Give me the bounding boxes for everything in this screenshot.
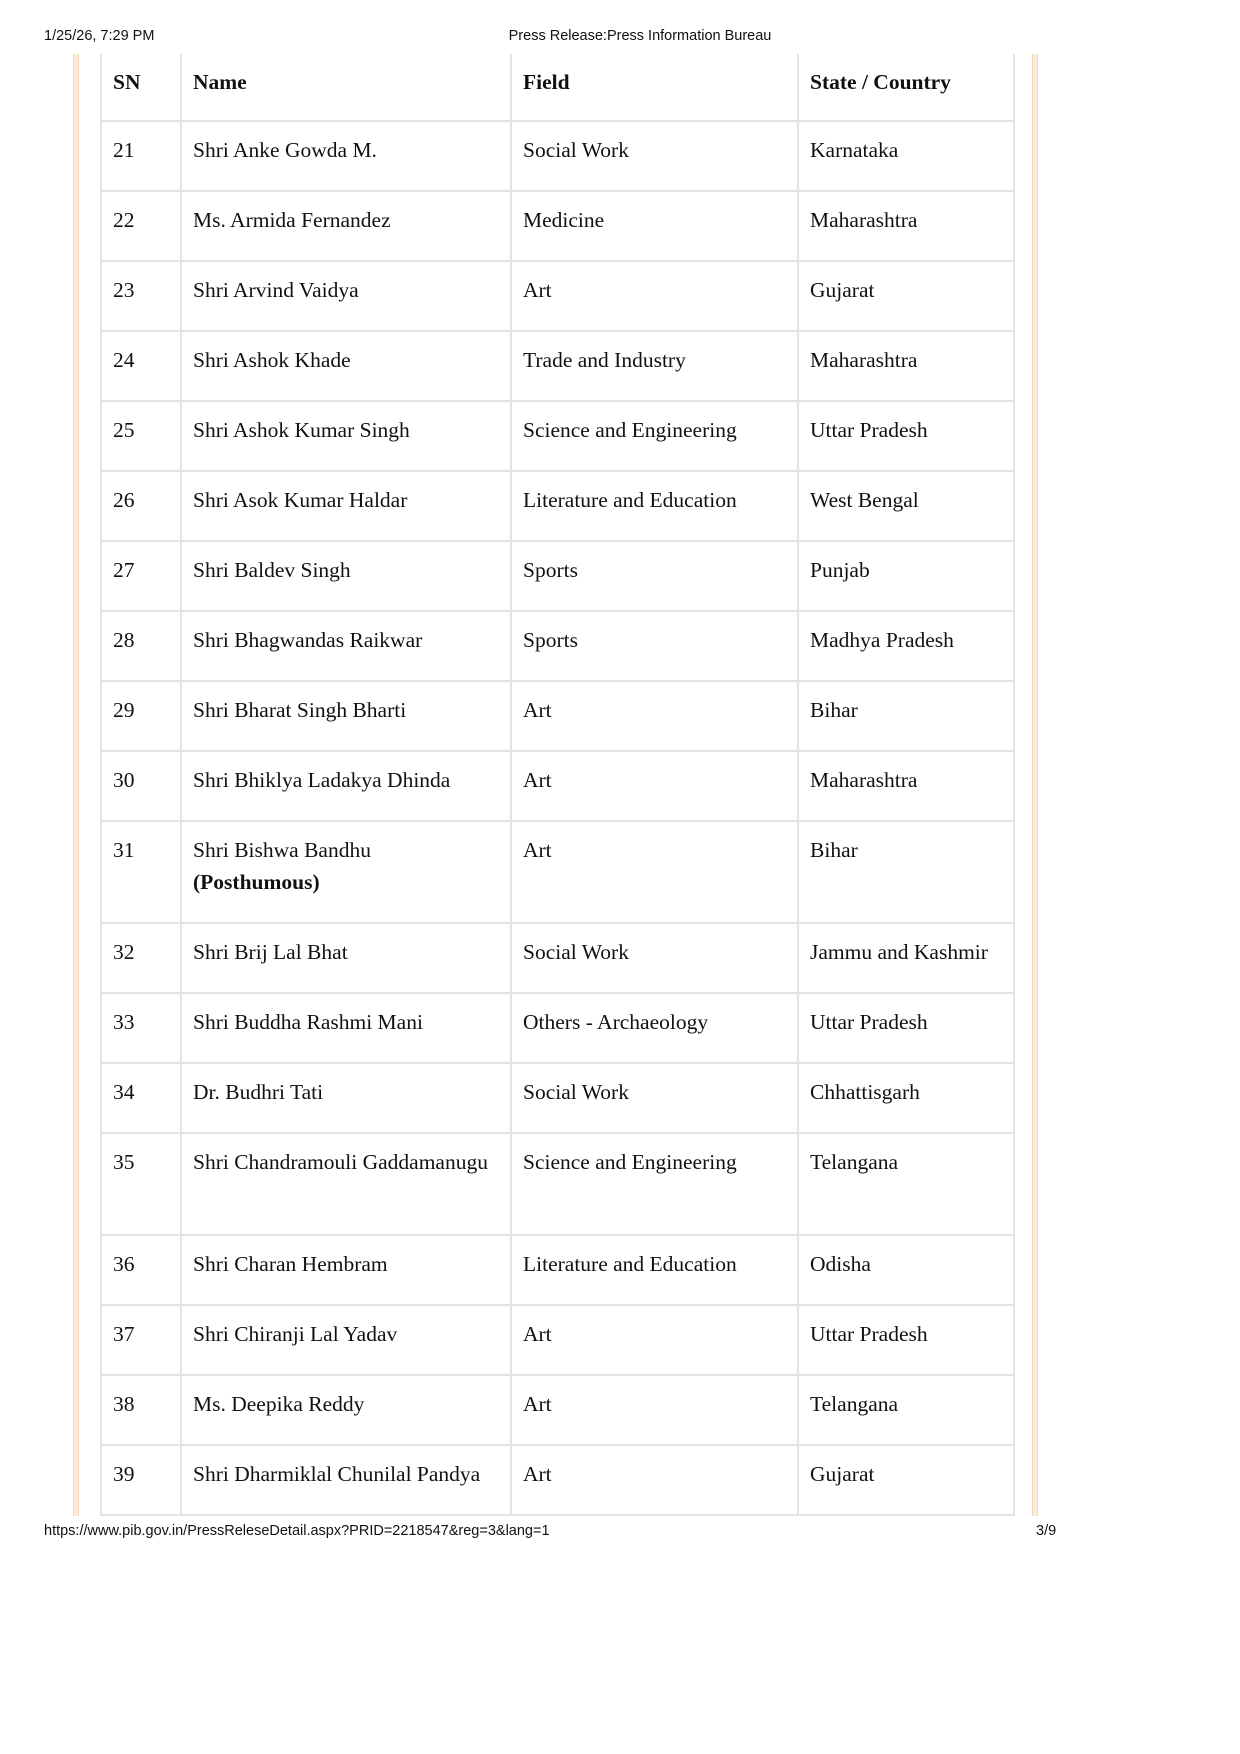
cell-sn-text: 25 bbox=[113, 418, 135, 442]
cell-field bbox=[511, 261, 798, 331]
cell-sn-text: 37 bbox=[113, 1322, 135, 1346]
cell-name bbox=[181, 471, 511, 541]
cell-sn bbox=[101, 261, 181, 331]
cell-name bbox=[181, 1133, 511, 1235]
cell-field-text: Art bbox=[523, 698, 552, 722]
cell-state-text: Jammu and Kashmir bbox=[810, 940, 988, 964]
cell-name bbox=[181, 1235, 511, 1305]
cell-field bbox=[511, 541, 798, 611]
cell-state bbox=[798, 993, 1014, 1063]
cell-sn-text: 21 bbox=[113, 138, 135, 162]
cell-state bbox=[798, 1445, 1014, 1515]
cell-name-text: Shri Dharmiklal Chunilal Pandya bbox=[193, 1462, 481, 1486]
cell-sn bbox=[101, 1133, 181, 1235]
column-header-name: Name bbox=[181, 54, 511, 121]
cell-sn-text: 30 bbox=[113, 768, 135, 792]
cell-name-text: Shri Ashok Kumar Singh bbox=[193, 418, 410, 442]
cell-name bbox=[181, 541, 511, 611]
cell-field bbox=[511, 1305, 798, 1375]
cell-sn-text: 29 bbox=[113, 698, 135, 722]
cell-name-text: Shri Chandramouli Gaddamanugu bbox=[193, 1150, 488, 1174]
cell-name-text: Shri Buddha Rashmi Mani bbox=[193, 1010, 423, 1034]
cell-field bbox=[511, 1375, 798, 1445]
cell-name bbox=[181, 821, 511, 923]
cell-field bbox=[511, 1133, 798, 1235]
column-header-state: State / Country bbox=[798, 54, 1014, 121]
table-row bbox=[101, 1235, 1014, 1305]
cell-field bbox=[511, 1235, 798, 1305]
table-row bbox=[101, 611, 1014, 681]
table-row bbox=[101, 821, 1014, 923]
cell-name bbox=[181, 121, 511, 191]
cell-field bbox=[511, 821, 798, 923]
table-row bbox=[101, 1063, 1014, 1133]
cell-field-text: Art bbox=[523, 1392, 552, 1416]
cell-state bbox=[798, 821, 1014, 923]
cell-state-text: Bihar bbox=[810, 838, 858, 862]
cell-field-text: Others - Archaeology bbox=[523, 1010, 709, 1034]
cell-state-text: Telangana bbox=[810, 1150, 899, 1174]
cell-field-text: Social Work bbox=[523, 1080, 629, 1104]
table-row bbox=[101, 923, 1014, 993]
cell-sn bbox=[101, 1445, 181, 1515]
cell-state bbox=[798, 611, 1014, 681]
cell-state-text: Maharashtra bbox=[810, 768, 918, 792]
cell-sn-text: 34 bbox=[113, 1080, 135, 1104]
table-row bbox=[101, 121, 1014, 191]
cell-sn-text: 35 bbox=[113, 1150, 135, 1174]
cell-sn bbox=[101, 471, 181, 541]
cell-field bbox=[511, 1445, 798, 1515]
cell-name bbox=[181, 1305, 511, 1375]
cell-name-text: Shri Bhiklya Ladakya Dhinda bbox=[193, 768, 451, 792]
cell-state bbox=[798, 681, 1014, 751]
cell-sn-text: 36 bbox=[113, 1252, 135, 1276]
cell-name bbox=[181, 611, 511, 681]
cell-field-text: Art bbox=[523, 1462, 552, 1486]
cell-state-text: Bihar bbox=[810, 698, 858, 722]
cell-sn bbox=[101, 401, 181, 471]
cell-state-text: Gujarat bbox=[810, 1462, 875, 1486]
posthumous-note: (Posthumous) bbox=[193, 870, 320, 894]
cell-name bbox=[181, 1445, 511, 1515]
cell-name-text: Shri Chiranji Lal Yadav bbox=[193, 1322, 398, 1346]
table-row bbox=[101, 401, 1014, 471]
cell-name bbox=[181, 681, 511, 751]
cell-state-text: Gujarat bbox=[810, 278, 875, 302]
cell-sn bbox=[101, 993, 181, 1063]
cell-name bbox=[181, 751, 511, 821]
cell-state bbox=[798, 1133, 1014, 1235]
cell-sn-text: 27 bbox=[113, 558, 135, 582]
cell-field bbox=[511, 681, 798, 751]
cell-sn-text: 23 bbox=[113, 278, 135, 302]
cell-name-text: Shri Brij Lal Bhat bbox=[193, 940, 348, 964]
table-row bbox=[101, 993, 1014, 1063]
cell-state bbox=[798, 331, 1014, 401]
cell-name bbox=[181, 261, 511, 331]
cell-field bbox=[511, 121, 798, 191]
cell-sn-text: 26 bbox=[113, 488, 135, 512]
cell-name bbox=[181, 1063, 511, 1133]
cell-name-text: Shri Anke Gowda M. bbox=[193, 138, 377, 162]
cell-sn-text: 28 bbox=[113, 628, 135, 652]
cell-state-text: Maharashtra bbox=[810, 208, 918, 232]
cell-sn bbox=[101, 541, 181, 611]
cell-state-text: Maharashtra bbox=[810, 348, 918, 372]
print-url: https://www.pib.gov.in/PressReleseDetail.aspx?PRID=2218547&reg=3&lang=1 bbox=[44, 1523, 550, 1539]
cell-state-text: Madhya Pradesh bbox=[810, 628, 954, 652]
column-header-field: Field bbox=[511, 54, 798, 121]
cell-state bbox=[798, 1375, 1014, 1445]
cell-state bbox=[798, 471, 1014, 541]
cell-field bbox=[511, 923, 798, 993]
cell-sn bbox=[101, 681, 181, 751]
cell-sn bbox=[101, 1305, 181, 1375]
cell-field-text: Science and Engineering bbox=[523, 418, 737, 442]
cell-field-text: Sports bbox=[523, 628, 578, 652]
cell-name-text: Shri Bishwa Bandhu bbox=[193, 838, 371, 862]
cell-field bbox=[511, 401, 798, 471]
table-header-row bbox=[101, 54, 1014, 121]
cell-field bbox=[511, 1063, 798, 1133]
table-row bbox=[101, 1445, 1014, 1515]
cell-state bbox=[798, 1235, 1014, 1305]
left-decorative-rule bbox=[73, 54, 79, 1516]
cell-name-text: Shri Bhagwandas Raikwar bbox=[193, 628, 423, 652]
cell-field-text: Art bbox=[523, 838, 552, 862]
cell-name-text: Dr. Budhri Tati bbox=[193, 1080, 324, 1104]
table-row bbox=[101, 331, 1014, 401]
table-row bbox=[101, 471, 1014, 541]
cell-state-text: Telangana bbox=[810, 1392, 899, 1416]
cell-name bbox=[181, 331, 511, 401]
cell-sn bbox=[101, 751, 181, 821]
cell-field-text: Literature and Education bbox=[523, 488, 737, 512]
cell-field-text: Art bbox=[523, 1322, 552, 1346]
cell-name bbox=[181, 923, 511, 993]
table-row bbox=[101, 541, 1014, 611]
cell-field-text: Art bbox=[523, 768, 552, 792]
cell-sn-text: 32 bbox=[113, 940, 135, 964]
cell-name-text: Ms. Armida Fernandez bbox=[193, 208, 391, 232]
cell-state-text: Karnataka bbox=[810, 138, 899, 162]
cell-state bbox=[798, 1305, 1014, 1375]
cell-state-text: Uttar Pradesh bbox=[810, 1322, 928, 1346]
cell-name bbox=[181, 993, 511, 1063]
cell-state bbox=[798, 1063, 1014, 1133]
print-page-title: Press Release:Press Information Bureau bbox=[508, 28, 772, 44]
cell-sn bbox=[101, 1063, 181, 1133]
cell-field-text: Social Work bbox=[523, 940, 629, 964]
cell-sn bbox=[101, 923, 181, 993]
cell-sn bbox=[101, 821, 181, 923]
cell-name-text: Shri Ashok Khade bbox=[193, 348, 351, 372]
cell-field-text: Art bbox=[523, 278, 552, 302]
cell-state-text: West Bengal bbox=[810, 488, 919, 512]
table-row bbox=[101, 1375, 1014, 1445]
cell-state-text: Uttar Pradesh bbox=[810, 418, 928, 442]
cell-name-text: Shri Arvind Vaidya bbox=[193, 278, 359, 302]
cell-state bbox=[798, 923, 1014, 993]
table-row bbox=[101, 1305, 1014, 1375]
print-page-number: 3/9 bbox=[1036, 1523, 1057, 1539]
right-decorative-rule bbox=[1032, 54, 1038, 1516]
cell-sn-text: 24 bbox=[113, 348, 135, 372]
cell-sn bbox=[101, 191, 181, 261]
cell-name-text: Shri Asok Kumar Haldar bbox=[193, 488, 408, 512]
cell-state bbox=[798, 121, 1014, 191]
cell-field bbox=[511, 191, 798, 261]
cell-sn-text: 39 bbox=[113, 1462, 135, 1486]
cell-field bbox=[511, 611, 798, 681]
cell-sn-text: 38 bbox=[113, 1392, 135, 1416]
cell-field-text: Sports bbox=[523, 558, 578, 582]
cell-sn-text: 22 bbox=[113, 208, 135, 232]
cell-name bbox=[181, 401, 511, 471]
cell-state-text: Uttar Pradesh bbox=[810, 1010, 928, 1034]
cell-name-text: Shri Baldev Singh bbox=[193, 558, 351, 582]
cell-state bbox=[798, 261, 1014, 331]
cell-sn bbox=[101, 611, 181, 681]
cell-sn-text: 33 bbox=[113, 1010, 135, 1034]
cell-field bbox=[511, 751, 798, 821]
cell-sn bbox=[101, 121, 181, 191]
cell-field-text: Medicine bbox=[523, 208, 605, 232]
cell-sn bbox=[101, 331, 181, 401]
cell-state-text: Chhattisgarh bbox=[810, 1080, 920, 1104]
cell-field bbox=[511, 471, 798, 541]
cell-sn bbox=[101, 1375, 181, 1445]
cell-state bbox=[798, 401, 1014, 471]
column-header-sn: SN bbox=[101, 54, 181, 121]
print-datetime: 1/25/26, 7:29 PM bbox=[44, 28, 155, 44]
cell-field-text: Science and Engineering bbox=[523, 1150, 737, 1174]
cell-field bbox=[511, 993, 798, 1063]
cell-field-text: Trade and Industry bbox=[523, 348, 686, 372]
cell-name bbox=[181, 1375, 511, 1445]
cell-name bbox=[181, 191, 511, 261]
table-row bbox=[101, 681, 1014, 751]
awardees-table bbox=[100, 54, 1015, 1516]
cell-state bbox=[798, 191, 1014, 261]
cell-state-text: Odisha bbox=[810, 1252, 871, 1276]
cell-field bbox=[511, 331, 798, 401]
cell-sn-text: 31 bbox=[113, 838, 135, 862]
cell-state bbox=[798, 751, 1014, 821]
cell-sn bbox=[101, 1235, 181, 1305]
cell-state-text: Punjab bbox=[810, 558, 870, 582]
table-row bbox=[101, 1133, 1014, 1235]
cell-field-text: Literature and Education bbox=[523, 1252, 737, 1276]
cell-field-text: Social Work bbox=[523, 138, 629, 162]
cell-name-text: Ms. Deepika Reddy bbox=[193, 1392, 365, 1416]
table-row bbox=[101, 191, 1014, 261]
cell-state bbox=[798, 541, 1014, 611]
table-row bbox=[101, 751, 1014, 821]
cell-name-text: Shri Charan Hembram bbox=[193, 1252, 388, 1276]
cell-name-text: Shri Bharat Singh Bharti bbox=[193, 698, 407, 722]
table-row bbox=[101, 261, 1014, 331]
